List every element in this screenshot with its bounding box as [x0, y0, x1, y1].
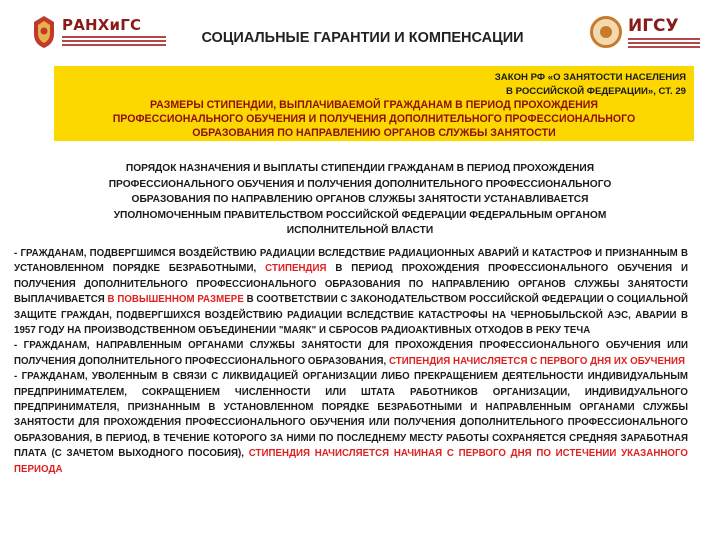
law-line: В РОССИЙСКОЙ ФЕДЕРАЦИИ», СТ. 29	[505, 86, 686, 97]
text-run: В СООТВЕТСТВИИ С ЗАКОНОДАТЕЛЬСТВОМ РОССИЙСКОЙ ФЕДЕРАЦИИ О СОЦИАЛЬНОЙ ЗАЩИТЕ ГРАЖДАН, ПОДВЕРГШИХСЯ ВОЗДЕЙСТВИЮ РАДИАЦИИ ВСЛЕДСТВИЕ КАТАСТРОФЫ НА ЧЕРНОБЫЛЬСКОЙ АЭС, АВАРИИ В 1957 ГОДУ НА ПРОИЗВОДСТВЕННОМ ОБЪЕДИНЕНИИ "МАЯК" И СБРОСОВ РАДИОАКТИВНЫХ ОТХОДОВ В РЕКУ ТЕЧА	[14, 294, 689, 337]
paragraph-dismissed	[14, 369, 688, 477]
text-run: - ГРАЖДАНАМ, НАПРАВЛЕННЫМ ОРГАНАМИ СЛУЖБЫ ЗАНЯТОСТИ ДЛЯ ПРОХОЖДЕНИЯ ПРОФЕССИОНАЛЬНОГО ОБУЧЕНИЯ ИЛИ ПОЛУЧЕНИЯ ДОПОЛНИТЕЛЬНОГО ПРОФЕССИОНАЛЬНОГО ОБРАЗОВАНИЯ,	[14, 340, 688, 367]
paragraph-directed	[14, 338, 688, 369]
procedure-line: ИСПОЛНИТЕЛЬНОЙ ВЛАСТИ	[286, 225, 434, 236]
stipend-title-line: РАЗМЕРЫ СТИПЕНДИИ, ВЫПЛАЧИВАЕМОЙ ГРАЖДАНАМ В ПЕРИОД ПРОХОЖДЕНИЯ	[149, 99, 599, 111]
text-run: В ПЕРИОД ПРОХОЖДЕНИЯ ПРОФЕССИОНАЛЬНОГО ОБУЧЕНИЯ И ПОЛУЧЕНИЯ ДОПОЛНИТЕЛЬНОГО ПРОФЕССИОНАЛЬНОГО ОБРАЗОВАНИЯ ПО НАПРАВЛЕНИЮ ОРГАНОВ СЛУЖБЫ ЗАНЯТОСТИ ВЫПЛАЧИВАЕТСЯ	[14, 263, 688, 306]
procedure-line: ПРОФЕССИОНАЛЬНОГО ОБУЧЕНИЯ И ПОЛУЧЕНИЯ ДОПОЛНИТЕЛЬНОГО ПРОФЕССИОНАЛЬНОГО	[108, 178, 612, 190]
igsu-logo	[590, 14, 702, 54]
slide-header	[0, 0, 720, 62]
procedure-line: УПОЛНОМОЧЕННЫМ ПРАВИТЕЛЬСТВОМ РОССИЙСКОЙ ФЕДЕРАЦИИ ФЕДЕРАЛЬНЫМ ОРГАНОМ	[113, 209, 607, 221]
stipend-title-line: ПРОФЕССИОНАЛЬНОГО ОБУЧЕНИЯ И ПОЛУЧЕНИЯ ДОПОЛНИТЕЛЬНОГО ПРОФЕССИОНАЛЬНОГО	[112, 113, 636, 125]
stipend-title-line: ОБРАЗОВАНИЯ ПО НАПРАВЛЕНИЮ ОРГАНОВ СЛУЖБЫ ЗАНЯТОСТИ	[192, 127, 556, 139]
procedure-heading	[30, 161, 690, 239]
stipend-title	[54, 98, 694, 140]
procedure-line: ПОРЯДОК НАЗНАЧЕНИЯ И ВЫПЛАТЫ СТИПЕНДИИ ГРАЖДАНАМ В ПЕРИОД ПРОХОЖДЕНИЯ	[125, 163, 595, 174]
text-run: - ГРАЖДАНАМ, ПОДВЕРГШИМСЯ ВОЗДЕЙСТВИЮ РАДИАЦИИ ВСЛЕДСТВИЕ РАДИАЦИОННЫХ АВАРИЙ И КАТАСТРОФ И ПРИЗНАННЫМ В УСТАНОВЛЕННОМ ПОРЯДКЕ БЕЗРАБОТНЫМИ,	[14, 248, 688, 275]
law-reference	[495, 71, 686, 99]
igsu-brand: ИГСУ	[628, 16, 679, 36]
highlight-box	[54, 66, 694, 141]
highlight-text: СТИПЕНДИЯ НАЧИСЛЯЕТСЯ С ПЕРВОГО ДНЯ ИХ ОБУЧЕНИЯ	[388, 355, 686, 367]
igsu-emblem-icon	[590, 16, 622, 48]
text-run: - ГРАЖДАНАМ, УВОЛЕННЫМ В СВЯЗИ С ЛИКВИДАЦИЕЙ ОРГАНИЗАЦИИ ЛИБО ПРЕКРАЩЕНИЕМ ДЕЯТЕЛЬНОСТИ ИНДИВИДУАЛЬНЫМ ПРЕДПРИНИМАТЕЛЕМ, СОКРАЩЕНИЕМ ЧИСЛЕННОСТИ ИЛИ ШТАТА РАБОТНИКОВ ОРГАНИЗАЦИИ, ИНДИВИДУАЛЬНОГО ПРЕДПРИНИМАТЕЛЯ, ПРИЗНАННЫМ В УСТАНОВЛЕННОМ ПОРЯДКЕ БЕЗРАБОТНЫМИ И НАПРАВЛЕННЫМ ОРГАНАМИ СЛУЖБЫ ЗАНЯТОСТИ ДЛЯ ПРОХОЖДЕНИЯ ПРОФЕССИОНАЛЬНОГО ОБУЧЕНИЯ ИЛИ ПОЛУЧЕНИЯ ДОПОЛНИТЕЛЬНОГО ПРОФЕССИОНАЛЬНОГО ОБРАЗОВАНИЯ, В ПЕРИОД, В ТЕЧЕНИЕ КОТОРОГО ЗА НИМИ ПО ПОСЛЕДНЕМУ МЕСТУ РАБОТЫ СОХРАНЯЕТСЯ СРЕДНЯЯ ЗАРАБОТНАЯ ПЛАТА (С ЗАЧЕТОМ ВЫХОДНОГО ПОСОБИЯ),	[14, 371, 688, 460]
highlight-text: СТИПЕНДИЯ	[265, 263, 327, 275]
page-title: СОЦИАЛЬНЫЕ ГАРАНТИИ И КОМПЕНСАЦИИ	[201, 30, 524, 46]
ranepa-emblem-icon	[30, 14, 58, 50]
ranepa-brand: РАНХиГС	[62, 16, 142, 34]
highlight-text: В ПОВЫШЕННОМ РАЗМЕРЕ	[107, 294, 244, 306]
ranepa-logo	[30, 14, 170, 52]
law-line: ЗАКОН РФ «О ЗАНЯТОСТИ НАСЕЛЕНИЯ	[494, 72, 686, 83]
procedure-line: ОБРАЗОВАНИЯ ПО НАПРАВЛЕНИЮ ОРГАНОВ СЛУЖБЫ ЗАНЯТОСТИ УСТАНАВЛИВАЕТСЯ	[131, 194, 589, 205]
paragraph-radiation	[14, 246, 688, 338]
igsu-subtitle-lines	[628, 38, 700, 50]
body-text	[14, 246, 688, 477]
highlight-text: СТИПЕНДИЯ НАЧИСЛЯЕТСЯ НАЧИНАЯ С ПЕРВОГО ДНЯ ПО ИСТЕЧЕНИИ УКАЗАННОГО ПЕРИОДА	[14, 448, 688, 475]
